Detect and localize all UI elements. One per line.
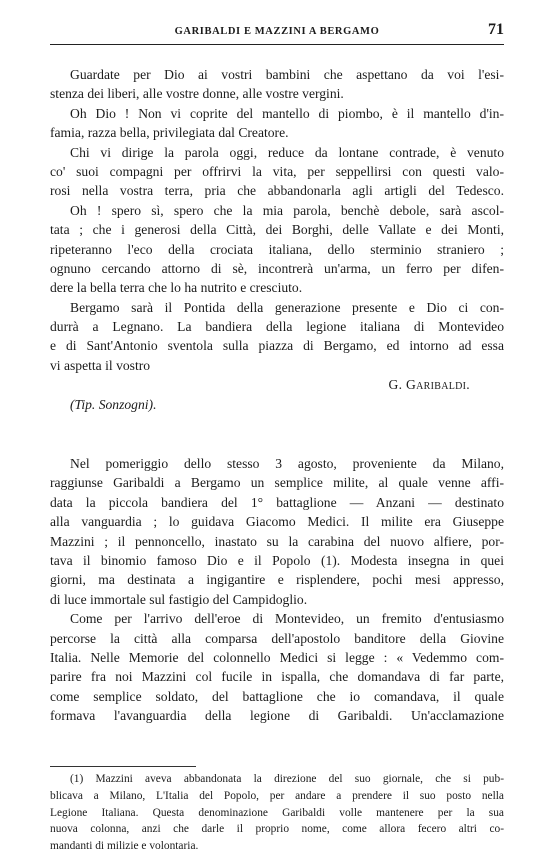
footnote [50, 771, 504, 855]
signature-line [50, 375, 504, 394]
text-line: ripeteranno l'eco della crociata italiana, dello sterminio straniero ; [50, 241, 504, 257]
text-line: formava l'avanguardia della legione di Garibaldi. Un'acclamazione [50, 708, 504, 724]
text-line: co' suoi compagni per offrirvi la vita, per seppellirsi con questi valo- [50, 163, 504, 179]
text-line: giorni, ma destinata a ingigantire e risplendere, pochi mesi appresso, [50, 572, 504, 588]
section-gap [50, 414, 504, 454]
text-line: tava il binomio famoso Dio e il Popolo (1). Modesta insegna in quei [50, 552, 504, 568]
text-line: e di Sant'Antonio sventola sulla piazza di Bergamo, ed intorno ad essa [50, 338, 504, 354]
signature: G. Garibaldi. [388, 377, 470, 393]
footnote-line: (1) Mazzini aveva abbandonata la direzione del suo giornale, che si pub- [70, 773, 504, 785]
text-line: raggiunse Garibaldi a Bergamo un semplice milite, al quale venne affi- [50, 475, 504, 491]
page-number: 71 [488, 21, 504, 38]
text-line: Bergamo sarà il Pontida della generazione presente e Dio ci con- [70, 299, 504, 315]
text-line: stenza dei liberi, alle vostre donne, alle vostre vergini. [50, 86, 344, 102]
text-line: famia, razza bella, privilegiata dal Creatore. [50, 125, 289, 141]
text-line: Italia. Nelle Memorie del colonnello Medici si legge : « Vedemmo com- [50, 649, 504, 665]
text-line: tata ; che i generosi della Città, dei Borghi, delle Vallate e dei Monti, [50, 222, 504, 238]
imprint: (Tip. Sonzogni). [70, 396, 157, 412]
text-line: Come per l'arrivo dell'eroe di Montevideo, un fremito d'entusiasmo [70, 611, 504, 627]
footnote-rule [50, 766, 196, 767]
text-line: percorse la città alla comparsa dell'apostolo banditore della Giovine [50, 630, 504, 646]
running-header [50, 22, 504, 42]
page-body [50, 65, 504, 726]
text-line: Oh ! spero sì, spero che la mia parola, benchè debole, sarà ascol- [70, 202, 504, 218]
text-line: parire fra noi Mazzini col fucile in ispalla, che domandava di far parte, [50, 669, 504, 685]
text-line: Chi vi dirige la parola oggi, reduce da lontane contrade, è venuto [70, 144, 504, 160]
text-line: come semplice soldato, del battaglione che io comandava, il quale [50, 688, 504, 704]
footnote-line: blicava a Milano, L'Italia del Popolo, per andare a prendere il suo posto nella [50, 789, 504, 802]
text-line: Nel pomeriggio dello stesso 3 agosto, proveniente da Milano, [70, 456, 504, 472]
header-rule [50, 44, 504, 45]
text-line: Mazzini ; il pennoncello, inastato su la carabina del nuovo alfiere, por- [50, 533, 504, 549]
imprint-line [50, 395, 504, 414]
text-line: di luce immortale sul fastigio del Campidoglio. [50, 591, 308, 607]
text-line: rosi nella vostra terra, pria che abbandonarla agli artigli del Tedesco. [50, 183, 504, 199]
footnote-line: mandanti di milizie e volontaria. [50, 840, 199, 853]
text-line: Guardate per Dio ai vostri bambini che aspettano da voi l'esi- [70, 67, 504, 82]
running-title: GARIBALDI E MAZZINI A BERGAMO [174, 26, 380, 37]
text-line: vi aspetta il vostro [50, 357, 151, 373]
text-line: ognuno cercando attorno di sè, incontrerà un'arma, un ferro per difen- [50, 260, 504, 276]
footnote-line: Legione Italiana. Questa denominazione Garibaldi volle mantenere per la sua [50, 806, 504, 819]
text-line: alla vanguardia ; lo guidava Giacomo Medici. Il milite era Giuseppe [50, 514, 504, 530]
text-line: dere la bella terra che lo ha nutrito e cresciuto. [50, 280, 303, 296]
text-line: Oh Dio ! Non vi coprite del mantello di piombo, è il mantello d'in- [70, 105, 504, 121]
text-line: durrà a Legnano. La bandiera della legione italiana di Montevideo [50, 319, 504, 335]
footnote-line: nuova colonna, anzi che darle il proprio nome, come allora fecero altri co- [50, 823, 504, 836]
text-line: data la piccola bandiera del 1° battaglione — Anzani — destinato [50, 494, 504, 510]
